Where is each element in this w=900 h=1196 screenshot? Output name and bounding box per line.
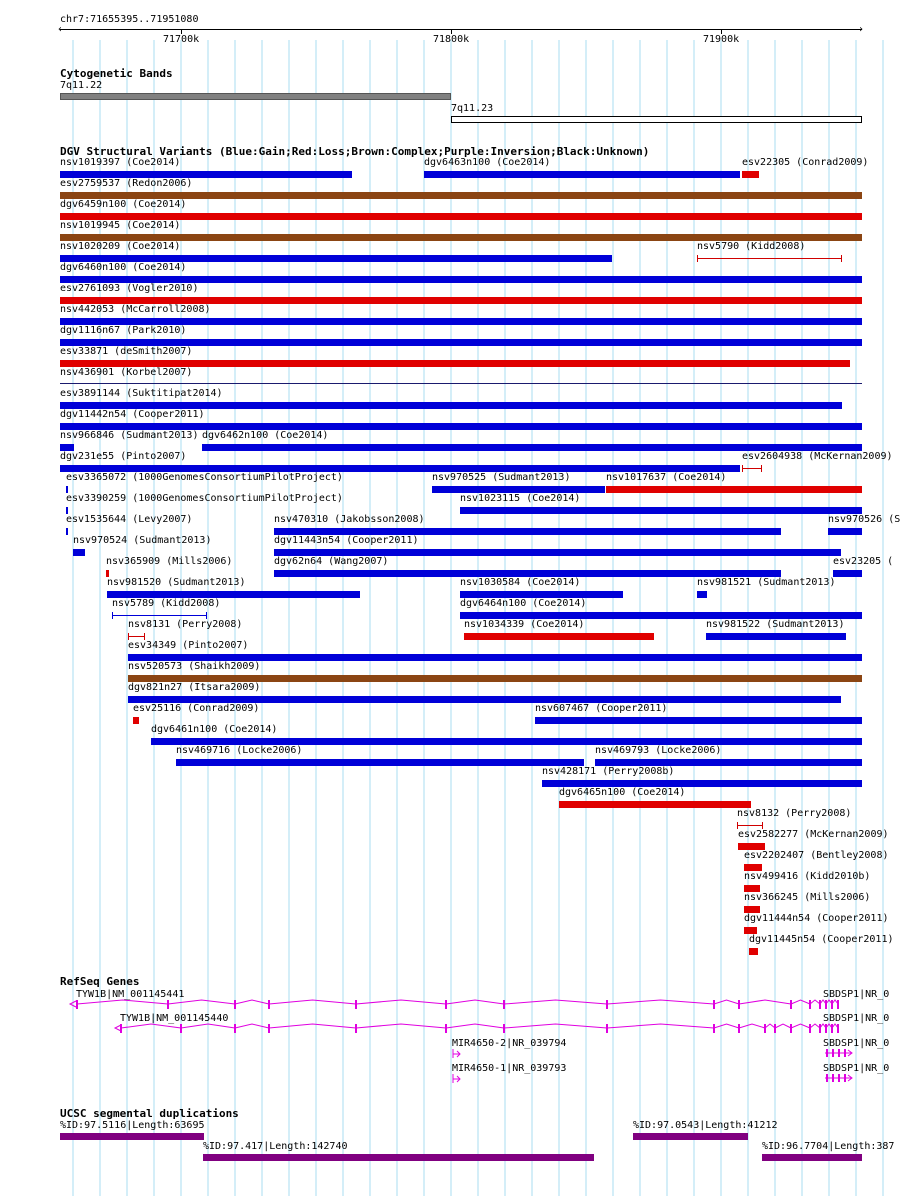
dgv-variant-label[interactable]: esv2582277 (McKernan2009): [738, 829, 889, 840]
dgv-variant-label[interactable]: nsv1017637 (Coe2014): [606, 472, 727, 483]
segdups-track-title[interactable]: UCSC segmental duplications: [60, 1107, 239, 1120]
dgv-variant-label[interactable]: esv2202407 (Bentley2008): [744, 850, 889, 861]
tyw1b-nm-001145440-exon: [268, 1024, 270, 1033]
cytoband-label: 7q11.23: [451, 103, 494, 114]
tyw1b-nm-001145440-exon: [180, 1024, 182, 1033]
dgv-variant-label[interactable]: nsv981522 (Sudmant2013): [706, 619, 845, 630]
tyw1b-nm-001145441-exon: [831, 1000, 833, 1009]
ruler-left-arrow: ‹: [57, 24, 64, 35]
dgv-variant-label[interactable]: dgv6460n100 (Coe2014): [60, 262, 187, 273]
refseq-label-sbdsp1-4[interactable]: SBDSP1|NR_0: [823, 1063, 890, 1074]
dgv-variant-label[interactable]: esv3390259 (1000GenomesConsortiumPilotProject): [66, 493, 343, 504]
dgv-variant-label[interactable]: nsv442053 (McCarroll2008): [60, 304, 211, 315]
refseq-label-sbdsp1-3[interactable]: SBDSP1|NR_0: [823, 1038, 890, 1049]
tyw1b-nm-001145440-exon: [831, 1024, 833, 1033]
dgv-variant-label[interactable]: nsv981520 (Sudmant2013): [107, 577, 246, 588]
dgv-variant-label[interactable]: dgv11442n54 (Cooper2011): [60, 409, 205, 420]
dgv-variant-label[interactable]: esv33871 (deSmith2007): [60, 346, 193, 357]
tyw1b-nm-001145441-exon: [837, 1000, 839, 1009]
tyw1b-nm-001145440-exon: [774, 1024, 776, 1033]
dgv-variant-label[interactable]: dgv62n64 (Wang2007): [274, 556, 389, 567]
tyw1b-nm-001145441-exon: [819, 1000, 821, 1009]
dgv-variant-label[interactable]: nsv470310 (Jakobsson2008): [274, 514, 425, 525]
tyw1b-nm-001145440-exon: [445, 1024, 447, 1033]
tyw1b-nm-001145441-exon: [809, 1000, 811, 1009]
tyw1b-nm-001145441-exon: [790, 1000, 792, 1009]
dgv-variant-label[interactable]: nsv499416 (Kidd2010b): [744, 871, 871, 882]
segdup-label[interactable]: %ID:97.417|Length:142740: [203, 1141, 348, 1152]
tyw1b-nm-001145440-exon: [738, 1024, 740, 1033]
dgv-variant-label[interactable]: esv23205 (: [833, 556, 894, 567]
dgv-variant-label[interactable]: nsv970524 (Sudmant2013): [73, 535, 212, 546]
dgv-variant-label[interactable]: dgv6463n100 (Coe2014): [424, 157, 551, 168]
dgv-track-title[interactable]: DGV Structural Variants (Blue:Gain;Red:Loss;Brown:Complex;Purple:Inversion;Black:Unknown): [60, 145, 650, 158]
dgv-variant-label[interactable]: dgv11444n54 (Cooper2011): [744, 913, 889, 924]
segdup-bar[interactable]: [203, 1154, 594, 1161]
ruler-tick-label: 71800k: [433, 34, 470, 45]
dgv-variant-label[interactable]: nsv520573 (Shaikh2009): [128, 661, 261, 672]
mir4650-2-glyph: [453, 1049, 460, 1058]
dgv-variant-label[interactable]: nsv970525 (Sudmant2013): [432, 472, 571, 483]
refseq-label-mir4650-1[interactable]: MIR4650-1|NR_039793: [452, 1063, 567, 1074]
dgv-variant-label[interactable]: nsv1034339 (Coe2014): [464, 619, 585, 630]
tyw1b-nm-001145441-exon: [713, 1000, 715, 1009]
segdup-bar[interactable]: [60, 1133, 204, 1140]
tyw1b-nm-001145440-exon: [234, 1024, 236, 1033]
dgv-variant-label[interactable]: esv2604938 (McKernan2009): [742, 451, 893, 462]
dgv-variant-label[interactable]: nsv469793 (Locke2006): [595, 745, 722, 756]
tyw1b-nm-001145441-strand-arrow: [70, 1001, 76, 1007]
dgv-variant-label[interactable]: nsv1030584 (Coe2014): [460, 577, 581, 588]
cytobands-track-title[interactable]: Cytogenetic Bands: [60, 67, 173, 80]
dgv-variant-label[interactable]: nsv981521 (Sudmant2013): [697, 577, 836, 588]
dgv-variant-label[interactable]: nsv8131 (Perry2008): [128, 619, 243, 630]
refseq-label-tyw1b-440[interactable]: TYW1B|NM_001145440: [120, 1013, 229, 1024]
tyw1b-nm-001145441-exon: [606, 1000, 608, 1009]
dgv-variant-label[interactable]: nsv1019397 (Coe2014): [60, 157, 181, 168]
tyw1b-nm-001145441-exon: [825, 1000, 827, 1009]
dgv-variant-label[interactable]: nsv469716 (Locke2006): [176, 745, 303, 756]
dgv-variant-label[interactable]: dgv6465n100 (Coe2014): [559, 787, 686, 798]
tyw1b-nm-001145440-exon: [819, 1024, 821, 1033]
tyw1b-nm-001145441-exon: [76, 1000, 78, 1009]
dgv-variant-label[interactable]: esv25116 (Conrad2009): [133, 703, 260, 714]
ruler-position-label: chr7:71655395..71951080: [60, 14, 199, 25]
tyw1b-nm-001145440-exon: [355, 1024, 357, 1033]
dgv-variant-label[interactable]: dgv6462n100 (Coe2014): [202, 430, 329, 441]
tyw1b-nm-001145441-introns: [77, 1000, 838, 1004]
refseq-label-tyw1b-441[interactable]: TYW1B|NM_001145441: [76, 989, 185, 1000]
tyw1b-nm-001145440-exon: [713, 1024, 715, 1033]
tyw1b-nm-001145441-exon: [234, 1000, 236, 1009]
tyw1b-nm-001145440-exon: [825, 1024, 827, 1033]
dgv-variant-label[interactable]: dgv6459n100 (Coe2014): [60, 199, 187, 210]
dgv-variant-label[interactable]: dgv6464n100 (Coe2014): [460, 598, 587, 609]
refseq-label-sbdsp1-2[interactable]: SBDSP1|NR_0: [823, 1013, 890, 1024]
dgv-variant-label[interactable]: dgv1116n67 (Park2010): [60, 325, 187, 336]
mir4650-1-glyph: [453, 1074, 460, 1083]
dgv-variant-label[interactable]: nsv5790 (Kidd2008): [697, 241, 806, 252]
tyw1b-nm-001145441-exon: [738, 1000, 740, 1009]
dgv-variant-label[interactable]: nsv5789 (Kidd2008): [112, 598, 221, 609]
dgv-variant-label[interactable]: nsv1020209 (Coe2014): [60, 241, 181, 252]
tyw1b-nm-001145440-exon: [764, 1024, 766, 1033]
tyw1b-nm-001145440-exon: [809, 1024, 811, 1033]
tyw1b-nm-001145441-exon: [445, 1000, 447, 1009]
dgv-variant-label[interactable]: esv1535644 (Levy2007): [66, 514, 193, 525]
dgv-variant-label[interactable]: nsv365909 (Mills2006): [106, 556, 233, 567]
dgv-variant-label[interactable]: esv22305 (Conrad2009): [742, 157, 869, 168]
dgv-variant-label[interactable]: dgv6461n100 (Coe2014): [151, 724, 278, 735]
refseq-track-title[interactable]: RefSeq Genes: [60, 975, 140, 988]
tyw1b-nm-001145441-exon: [268, 1000, 270, 1009]
tyw1b-nm-001145440-exon: [503, 1024, 505, 1033]
segdup-label[interactable]: %ID:96.7704|Length:387: [762, 1141, 895, 1152]
dgv-variant-label[interactable]: nsv607467 (Cooper2011): [535, 703, 668, 714]
dgv-variant-label[interactable]: esv2759537 (Redon2006): [60, 178, 193, 189]
cytoband-label: 7q11.22: [60, 80, 103, 91]
dgv-variant-label[interactable]: nsv1019945 (Coe2014): [60, 220, 181, 231]
refseq-label-mir4650-2[interactable]: MIR4650-2|NR_039794: [452, 1038, 567, 1049]
dgv-variant-label[interactable]: nsv8132 (Perry2008): [737, 808, 852, 819]
refseq-label-sbdsp1-1[interactable]: SBDSP1|NR_0: [823, 989, 890, 1000]
segdup-label[interactable]: %ID:97.5116|Length:63695: [60, 1120, 205, 1131]
tyw1b-nm-001145441-exon: [355, 1000, 357, 1009]
dgv-variant-label[interactable]: dgv821n27 (Itsara2009): [128, 682, 261, 693]
dgv-variant-label[interactable]: esv3365072 (1000GenomesConsortiumPilotProject): [66, 472, 343, 483]
dgv-variant-label[interactable]: nsv366245 (Mills2006): [744, 892, 871, 903]
ruler-right-arrow: ›: [858, 24, 865, 35]
dgv-variant-label[interactable]: nsv1023115 (Coe2014): [460, 493, 581, 504]
dgv-variant-label[interactable]: dgv231e55 (Pinto2007): [60, 451, 187, 462]
dgv-variant-label[interactable]: nsv436901 (Korbel2007): [60, 367, 193, 378]
dgv-variant-label[interactable]: dgv11443n54 (Cooper2011): [274, 535, 419, 546]
ruler-tick-label: 71700k: [163, 34, 200, 45]
dgv-variant-label[interactable]: nsv428171 (Perry2008b): [542, 766, 675, 777]
dgv-variant-label[interactable]: nsv970526 (S: [828, 514, 900, 525]
tyw1b-nm-001145441-exon: [167, 1000, 169, 1009]
tyw1b-nm-001145440-exon: [837, 1024, 839, 1033]
segdup-bar[interactable]: [762, 1154, 862, 1161]
dgv-variant-label[interactable]: esv2761093 (Vogler2010): [60, 283, 199, 294]
tyw1b-nm-001145440-introns: [121, 1024, 838, 1028]
tyw1b-nm-001145440-exon: [606, 1024, 608, 1033]
dgv-variant-label[interactable]: nsv966846 (Sudmant2013): [60, 430, 199, 441]
segdup-label[interactable]: %ID:97.0543|Length:41212: [633, 1120, 778, 1131]
segdup-bar[interactable]: [633, 1133, 748, 1140]
dgv-variant-label[interactable]: esv3891144 (Suktitipat2014): [60, 388, 223, 399]
tyw1b-nm-001145441-exon: [503, 1000, 505, 1009]
dgv-variant-label[interactable]: dgv11445n54 (Cooper2011): [749, 934, 894, 945]
tyw1b-nm-001145440-exon: [790, 1024, 792, 1033]
ruler-tick-label: 71900k: [703, 34, 740, 45]
dgv-variant-label[interactable]: esv34349 (Pinto2007): [128, 640, 249, 651]
